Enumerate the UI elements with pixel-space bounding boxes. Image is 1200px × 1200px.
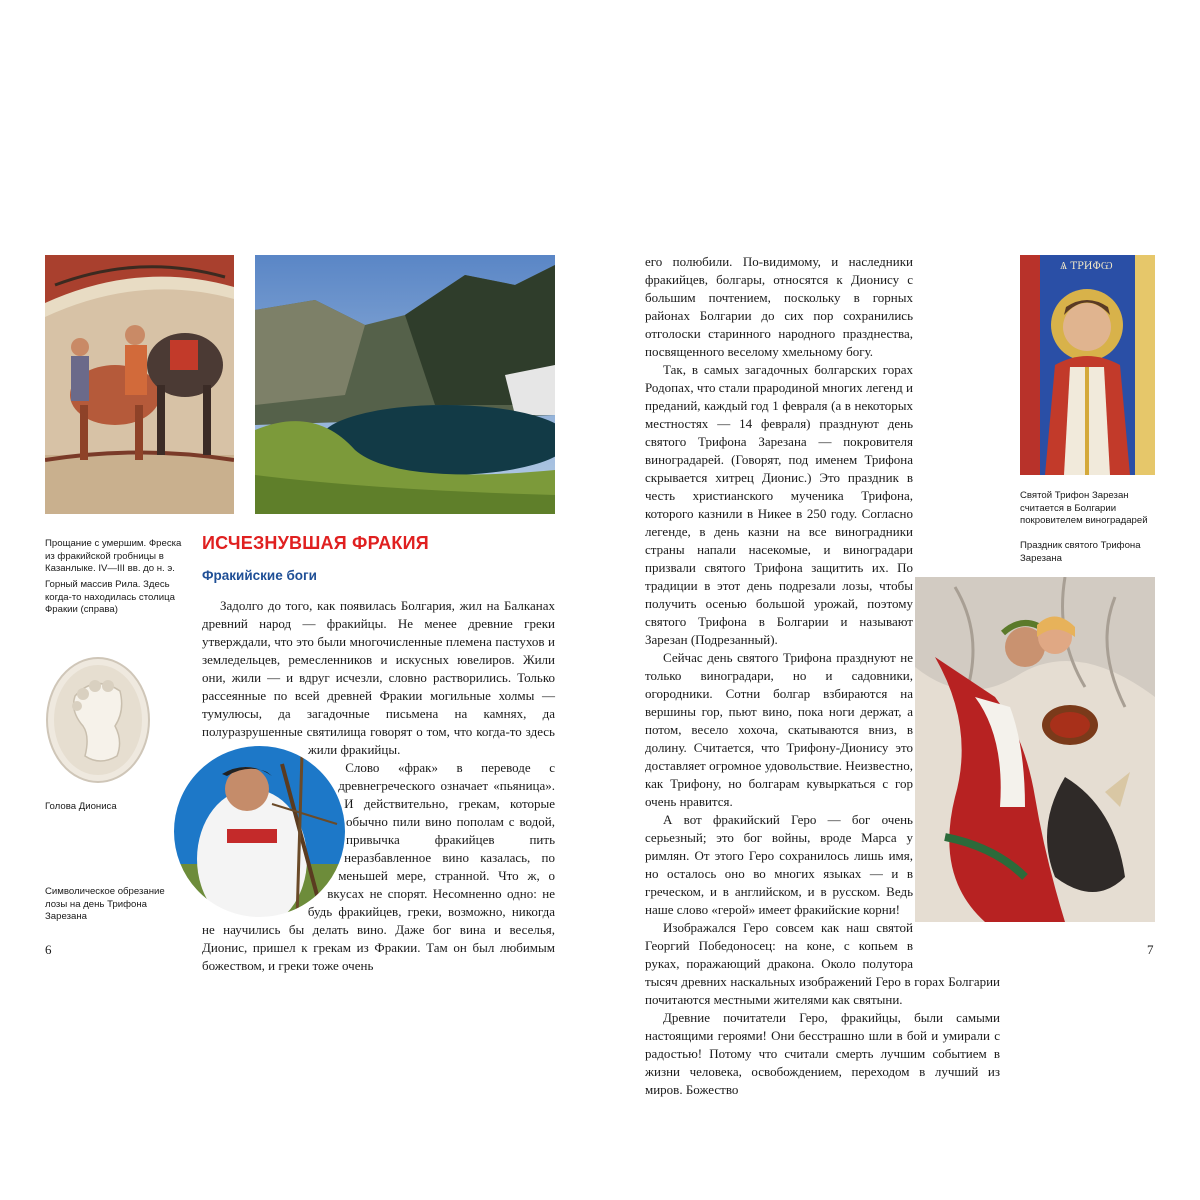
pruning-caption: Символическое обрезание лозы на день Трифона Зарезана [45, 886, 165, 922]
section-subtitle: Фракийские боги [202, 568, 317, 583]
page-number-left: 6 [45, 942, 52, 957]
paragraph: Древние почитатели Геро, фракийцы, были самыми настоящими героями! Они бесстрашно шли в бой и умирали с радостью! Потому что считали смерть лучшим событием в жизни человека, освобождением, переходом в лучший из миров. Божество [645, 1010, 1000, 1097]
paragraph: Изображался Геро совсем как наш святой Георгий Победоносец: на коне, с копьем в руках, поражающий дракона. Около полутора тысяч древних наскальных изображений Геро в горах Болгарии почитаются местными жителями как святыни. [645, 920, 1000, 1007]
right-body-text [645, 253, 1000, 1099]
paragraph: Так, в самых загадочных болгарских горах Родопах, что стали прародиной многих легенд и преданий, каждый год 1 февраля (а в некоторых местностях — 14 февраля) празднуют день святого Трифона Зарезана — покровителя виноградарей. (Говорят, под именем Трифона скрывается хитрец Дионис.) Это праздник в честь христианского мученика Трифона, которого казнили в Никее в 250 году. Согласно легенде, в день казни на все виноградники страны напали насекомые, и виноградари призвали святого Трифона защитить их. По традиции в этот день подрезали лозы, чтобы получить осенью большой урожай, поэтому святого Трифона в Болгарии и называют Зарезан (Подрезанный). [645, 362, 913, 647]
fresco-caption: Прощание с умершим. Фреска из фракийской гробницы в Казанлыке. IV—III вв. до н. э. [45, 538, 182, 574]
page-number-right: 7 [1147, 942, 1154, 957]
saint-tryphon-icon-image [1020, 255, 1155, 475]
festival-caption: Праздник святого Трифона Зарезана [1020, 540, 1141, 564]
page-title: ИСЧЕЗНУВШАЯ ФРАКИЯ [202, 533, 429, 553]
paragraph: Слово «фрак» в переводе с древнегреческого означает «пьяница». И действительно, грекам, которые обычно пили вино пополам с водой, привычка фракийцев пить неразбавленное вино казалась, по меньшей мере, странной. Что ж, о вкусах не спорят. Несомненно одно: не будь фракийцев, греки, возможно, никогда не научились бы делать вино. Даже бог вина и веселья, Дионис, пришел к грекам из Фракии. Там он был любимым божеством, и греки тоже очень [202, 760, 555, 973]
paragraph: его полюбили. По-видимому, и наследники фракийцев, болгары, относятся к Дионису с большим почтением, поскольку в горных районах Болгарии до сих пор сохранились отголоски старинного народного празднества, посвященного веселому хмельному богу. [645, 254, 913, 359]
paragraph: А вот фракийский Геро — бог очень серьезный; это бог войны, вроде Марса у римлян. От этого Геро сохранилось лишь имя, но осталось оно во многих языках — и в греческом, и в английском, и в русском. Ведь наше слово «герой» имеет фракийские корни! [645, 812, 913, 917]
paragraph: Сейчас день святого Трифона празднуют не только виноградари, но и садовники, огородники. Сотни болгар взбираются на вершины гор, пьют вино, пока ноги держат, а потом, весело хохоча, скатываются вниз, в долину. Считается, что Трифону-Дионису это доставляет огромное удовольствие. Неизвестно, как Трифону, но болгарам кувыркаться с гор очень нравится. [645, 650, 913, 809]
icon-caption: Святой Трифон Зарезан считается в Болгарии покровителем виноградарей [1020, 490, 1148, 526]
rila-caption: Горный массив Рила. Здесь когда-то находилась столица Фракии (справа) [45, 579, 175, 615]
paragraph: Задолго до того, как появилась Болгария, жил на Балканах древний народ — фракийцы. Не менее древние греки утверждали, что это были многочисленные племена пастухов и земледельцев, ремесленников и искусных ювелиров. Жили они, жили — и вдруг исчезли, словно растворились. Только рассеянные по всей древней Фракии могильные холмы — тумулюсы, да загадочные письмена на камнях, да полуразрушенные святилища говорят о том, что когда-то здесь жили фракийцы. [202, 598, 555, 757]
rila-lake-image [255, 255, 555, 514]
dionysus-cameo-image [45, 656, 151, 784]
icon-inscription: Ѧ ТРИФѠ [1060, 261, 1113, 272]
fresco-image [45, 255, 234, 514]
dionysus-caption: Голова Диониса [45, 801, 117, 812]
left-body-text [202, 597, 555, 975]
